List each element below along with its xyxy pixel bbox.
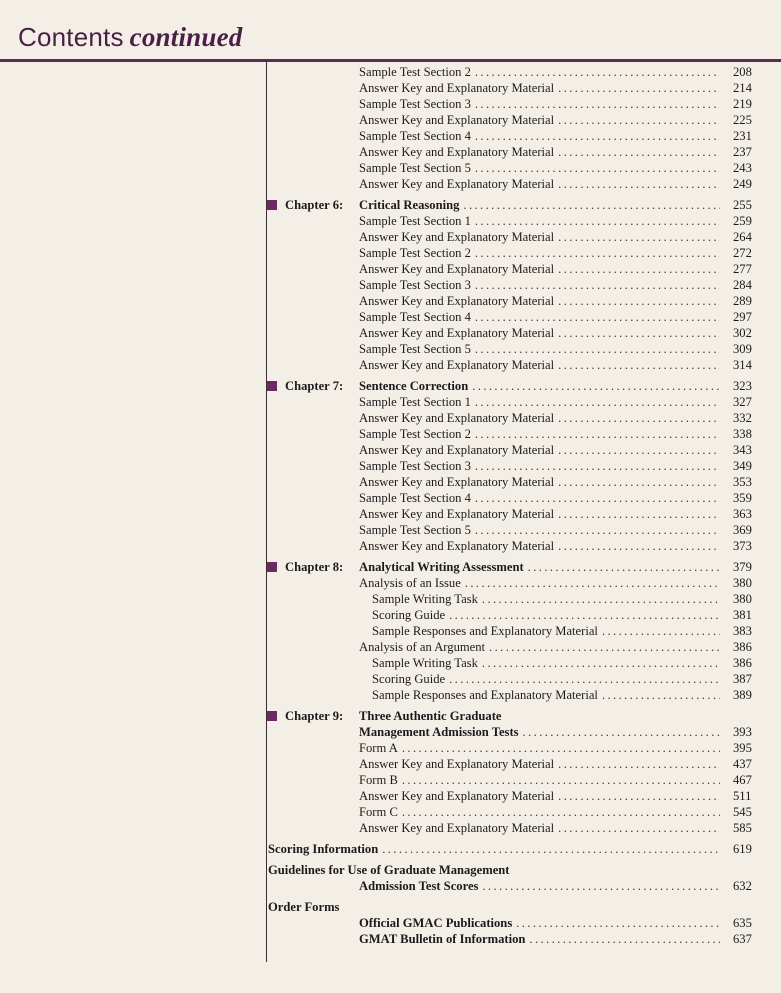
entry-title-cell (372, 623, 724, 639)
leader-dots (558, 325, 720, 341)
entry-title: Answer Key and Explanatory Material (359, 81, 555, 95)
page-number: 380 (733, 576, 752, 590)
entry-title-cell (359, 197, 724, 213)
toc-row (0, 655, 781, 671)
entry-title: Sample Test Section 2 (359, 427, 471, 441)
entry-title-cell (359, 458, 724, 474)
toc-row (0, 341, 781, 357)
entry-title: Critical Reasoning (359, 198, 460, 212)
toc-main-row (0, 899, 781, 915)
entry-title: Answer Key and Explanatory Material (359, 230, 555, 244)
toc-row (0, 176, 781, 192)
page-number: 632 (733, 879, 752, 893)
toc-row (0, 325, 781, 341)
leader-dots (482, 878, 720, 894)
entry-title: Answer Key and Explanatory Material (359, 757, 555, 771)
leader-dots (475, 458, 720, 474)
chapter-number: Chapter 8: (285, 560, 344, 574)
entry-title: Answer Key and Explanatory Material (359, 177, 555, 191)
leader-dots (558, 820, 720, 836)
toc-row (0, 931, 781, 947)
page-number: 380 (733, 592, 752, 606)
toc-row (0, 64, 781, 80)
leader-dots (472, 378, 720, 394)
page-number: 284 (733, 278, 752, 292)
page-number: 264 (733, 230, 752, 244)
page-number: 302 (733, 326, 752, 340)
page-number: 208 (733, 65, 752, 79)
page-number: 635 (733, 916, 752, 930)
leader-dots (475, 128, 720, 144)
entry-title: Guidelines for Use of Graduate Management (268, 863, 510, 877)
entry-title-cell (359, 176, 724, 192)
leader-dots (558, 229, 720, 245)
page-number: 387 (733, 672, 752, 686)
leader-dots (523, 724, 720, 740)
entry-title-cell (359, 724, 724, 740)
page-number: 219 (733, 97, 752, 111)
entry-title-cell (372, 687, 724, 703)
leader-dots (558, 80, 720, 96)
page-number: 383 (733, 624, 752, 638)
page-number: 349 (733, 459, 752, 473)
entry-title: Form B (359, 773, 398, 787)
toc-row (0, 820, 781, 836)
toc-row (0, 740, 781, 756)
entry-title-cell (359, 474, 724, 490)
chapter-number: Chapter 6: (285, 198, 344, 212)
entry-title: Sample Test Section 3 (359, 97, 471, 111)
toc-row (0, 309, 781, 325)
entry-title: Sample Test Section 1 (359, 214, 471, 228)
toc-row (0, 639, 781, 655)
entry-title: Analytical Writing Assessment (359, 560, 524, 574)
toc-row (0, 442, 781, 458)
toc-row (0, 623, 781, 639)
entry-title: Sample Writing Task (372, 656, 478, 670)
leader-dots (475, 64, 720, 80)
page-number: 619 (733, 842, 752, 856)
leader-dots (475, 341, 720, 357)
entry-title-cell (359, 522, 724, 538)
chapter-bullet-icon (267, 562, 277, 572)
entry-title: GMAT Bulletin of Information (359, 932, 526, 946)
toc-row (0, 756, 781, 772)
leader-dots (558, 788, 720, 804)
page-number: 389 (733, 688, 752, 702)
entry-title-cell (359, 410, 724, 426)
entry-title: Sample Test Section 4 (359, 310, 471, 324)
toc-row (0, 357, 781, 373)
leader-dots (558, 410, 720, 426)
leader-dots (475, 394, 720, 410)
chapter-label (267, 197, 343, 213)
toc-chapter-row (0, 378, 781, 394)
entry-title-cell (359, 144, 724, 160)
leader-dots (382, 841, 720, 857)
entry-title: Sample Test Section 3 (359, 459, 471, 473)
entry-title-cell (359, 378, 724, 394)
entry-title-cell (372, 671, 724, 687)
entry-title: Answer Key and Explanatory Material (359, 411, 555, 425)
entry-title-cell (359, 426, 724, 442)
page-number: 511 (733, 789, 752, 803)
entry-title-cell (359, 772, 724, 788)
leader-dots (475, 522, 720, 538)
page-number: 395 (733, 741, 752, 755)
entry-title: Answer Key and Explanatory Material (359, 145, 555, 159)
toc-chapter-row (0, 559, 781, 575)
entry-title-cell (359, 96, 724, 112)
leader-dots (558, 144, 720, 160)
entry-title-cell (359, 309, 724, 325)
entry-title: Analysis of an Issue (359, 576, 461, 590)
toc-chapter-row (0, 197, 781, 213)
entry-title-cell (359, 931, 724, 947)
leader-dots (402, 804, 720, 820)
page-number: 545 (733, 805, 752, 819)
leader-dots (475, 245, 720, 261)
toc-row (0, 591, 781, 607)
page-number: 237 (733, 145, 752, 159)
entry-title: Sentence Correction (359, 379, 469, 393)
page-number: 249 (733, 177, 752, 191)
entry-title: Answer Key and Explanatory Material (359, 789, 555, 803)
page-number: 255 (733, 198, 752, 212)
toc-row (0, 915, 781, 931)
entry-title: Answer Key and Explanatory Material (359, 821, 555, 835)
leader-dots (528, 559, 720, 575)
toc-row (0, 261, 781, 277)
toc-row (0, 128, 781, 144)
entry-title: Sample Test Section 1 (359, 395, 471, 409)
entry-title-cell (359, 341, 724, 357)
leader-dots (558, 474, 720, 490)
entry-title: Management Admission Tests (359, 725, 519, 739)
title-plain: Contents (18, 22, 124, 52)
page-number: 314 (733, 358, 752, 372)
page-number: 259 (733, 214, 752, 228)
entry-title-cell (359, 293, 724, 309)
entry-title: Answer Key and Explanatory Material (359, 539, 555, 553)
entry-title: Sample Test Section 4 (359, 491, 471, 505)
entry-title-cell (359, 112, 724, 128)
entry-title-cell (359, 756, 724, 772)
toc-row (0, 80, 781, 96)
entry-title: Answer Key and Explanatory Material (359, 294, 555, 308)
page-number: 231 (733, 129, 752, 143)
leader-dots (602, 623, 720, 639)
chapter-bullet-icon (267, 381, 277, 391)
leader-dots (558, 538, 720, 554)
entry-title: Admission Test Scores (359, 879, 479, 893)
leader-dots (402, 740, 720, 756)
toc-row (0, 144, 781, 160)
entry-title: Sample Test Section 3 (359, 278, 471, 292)
entry-title-cell (359, 277, 724, 293)
leader-dots (463, 197, 720, 213)
leader-dots (558, 176, 720, 192)
entry-title-cell (359, 128, 724, 144)
entry-title: Order Forms (268, 900, 340, 914)
leader-dots (558, 293, 720, 309)
toc-main-row (0, 841, 781, 857)
table-of-contents (0, 64, 781, 947)
chapter-label (267, 559, 343, 575)
toc-row (0, 522, 781, 538)
toc-main-row (0, 862, 781, 878)
page-number: 323 (733, 379, 752, 393)
toc-row (0, 410, 781, 426)
toc-row (0, 474, 781, 490)
entry-title: Three Authentic Graduate (359, 709, 502, 723)
entry-title-cell (359, 559, 724, 575)
toc-row (0, 506, 781, 522)
leader-dots (449, 607, 720, 623)
entry-title: Sample Test Section 2 (359, 246, 471, 260)
page-number: 332 (733, 411, 752, 425)
leader-dots (402, 772, 720, 788)
toc-chapter-row (0, 708, 781, 724)
leader-dots (558, 756, 720, 772)
toc-row (0, 788, 781, 804)
page-number: 353 (733, 475, 752, 489)
toc-row (0, 687, 781, 703)
entry-title-cell (268, 899, 724, 915)
entry-title-cell (359, 357, 724, 373)
leader-dots (602, 687, 720, 703)
toc-row (0, 394, 781, 410)
entry-title-cell (359, 708, 724, 724)
leader-dots (558, 506, 720, 522)
chapter-number: Chapter 9: (285, 709, 344, 723)
entry-title: Sample Test Section 4 (359, 129, 471, 143)
page-number: 386 (733, 656, 752, 670)
entry-title: Official GMAC Publications (359, 916, 513, 930)
page-number: 343 (733, 443, 752, 457)
leader-dots (475, 96, 720, 112)
page-title (18, 22, 243, 53)
leader-dots (529, 931, 720, 947)
entry-title-cell (359, 64, 724, 80)
entry-title-cell (359, 490, 724, 506)
chapter-label (267, 378, 343, 394)
entry-title-cell (268, 862, 724, 878)
entry-title-cell (359, 245, 724, 261)
header-rule (0, 59, 781, 62)
entry-title: Answer Key and Explanatory Material (359, 475, 555, 489)
toc-row (0, 160, 781, 176)
toc-row (0, 213, 781, 229)
page-number: 338 (733, 427, 752, 441)
entry-title: Analysis of an Argument (359, 640, 486, 654)
page-number: 297 (733, 310, 752, 324)
leader-dots (558, 442, 720, 458)
entry-title-cell (372, 591, 724, 607)
entry-title: Sample Writing Task (372, 592, 478, 606)
page-number: 637 (733, 932, 752, 946)
entry-title-cell (359, 325, 724, 341)
leader-dots (475, 277, 720, 293)
page-number: 277 (733, 262, 752, 276)
entry-title: Scoring Information (268, 842, 379, 856)
toc-row (0, 112, 781, 128)
entry-title-cell (359, 915, 724, 931)
toc-row (0, 724, 781, 740)
entry-title-cell (359, 804, 724, 820)
entry-title: Sample Test Section 5 (359, 342, 471, 356)
page-number: 585 (733, 821, 752, 835)
page-number: 373 (733, 539, 752, 553)
leader-dots (482, 591, 720, 607)
toc-row (0, 575, 781, 591)
entry-title-cell (359, 740, 724, 756)
entry-title-cell (359, 394, 724, 410)
entry-title-cell (359, 442, 724, 458)
entry-title-cell (372, 655, 724, 671)
page-number: 363 (733, 507, 752, 521)
toc-row (0, 607, 781, 623)
chapter-bullet-icon (267, 711, 277, 721)
leader-dots (516, 915, 720, 931)
toc-row (0, 490, 781, 506)
toc-row (0, 671, 781, 687)
entry-title-cell (359, 506, 724, 522)
page-number: 379 (733, 560, 752, 574)
entry-title-cell (359, 160, 724, 176)
leader-dots (489, 639, 720, 655)
page-number: 386 (733, 640, 752, 654)
toc-row (0, 538, 781, 554)
leader-dots (475, 160, 720, 176)
entry-title: Answer Key and Explanatory Material (359, 443, 555, 457)
toc-row (0, 96, 781, 112)
chapter-number: Chapter 7: (285, 379, 344, 393)
page-number: 381 (733, 608, 752, 622)
page-number: 359 (733, 491, 752, 505)
entry-title-cell (359, 261, 724, 277)
leader-dots (558, 112, 720, 128)
leader-dots (475, 490, 720, 506)
page-number: 467 (733, 773, 752, 787)
page-number: 309 (733, 342, 752, 356)
entry-title: Sample Test Section 5 (359, 161, 471, 175)
leader-dots (475, 309, 720, 325)
page-number: 225 (733, 113, 752, 127)
entry-title-cell (359, 538, 724, 554)
entry-title: Answer Key and Explanatory Material (359, 358, 555, 372)
toc-row (0, 878, 781, 894)
page-number: 437 (733, 757, 752, 771)
entry-title: Sample Test Section 2 (359, 65, 471, 79)
entry-title: Scoring Guide (372, 672, 446, 686)
chapter-bullet-icon (267, 200, 277, 210)
title-italic: continued (129, 22, 243, 52)
toc-row (0, 245, 781, 261)
page-number: 289 (733, 294, 752, 308)
page-number: 393 (733, 725, 752, 739)
toc-row (0, 426, 781, 442)
toc-row (0, 458, 781, 474)
entry-title-cell (359, 575, 724, 591)
toc-row (0, 772, 781, 788)
entry-title-cell (359, 639, 724, 655)
entry-title: Form A (359, 741, 398, 755)
entry-title-cell (359, 788, 724, 804)
chapter-label (267, 708, 343, 724)
leader-dots (558, 357, 720, 373)
page-number: 214 (733, 81, 752, 95)
entry-title: Scoring Guide (372, 608, 446, 622)
entry-title: Answer Key and Explanatory Material (359, 507, 555, 521)
toc-row (0, 804, 781, 820)
toc-row (0, 229, 781, 245)
leader-dots (449, 671, 720, 687)
entry-title: Sample Responses and Explanatory Material (372, 688, 598, 702)
entry-title-cell (359, 820, 724, 836)
entry-title-cell (359, 229, 724, 245)
entry-title-cell (359, 213, 724, 229)
leader-dots (475, 213, 720, 229)
entry-title: Form C (359, 805, 398, 819)
leader-dots (475, 426, 720, 442)
entry-title: Answer Key and Explanatory Material (359, 262, 555, 276)
entry-title-cell (359, 80, 724, 96)
entry-title-cell (359, 878, 724, 894)
leader-dots (482, 655, 720, 671)
page-number: 327 (733, 395, 752, 409)
entry-title: Sample Test Section 5 (359, 523, 471, 537)
entry-title: Answer Key and Explanatory Material (359, 326, 555, 340)
leader-dots (558, 261, 720, 277)
page-number: 272 (733, 246, 752, 260)
entry-title: Sample Responses and Explanatory Material (372, 624, 598, 638)
entry-title-cell (372, 607, 724, 623)
page-number: 369 (733, 523, 752, 537)
entry-title: Answer Key and Explanatory Material (359, 113, 555, 127)
toc-row (0, 293, 781, 309)
toc-row (0, 277, 781, 293)
entry-title-cell (268, 841, 724, 857)
page-number: 243 (733, 161, 752, 175)
leader-dots (465, 575, 720, 591)
